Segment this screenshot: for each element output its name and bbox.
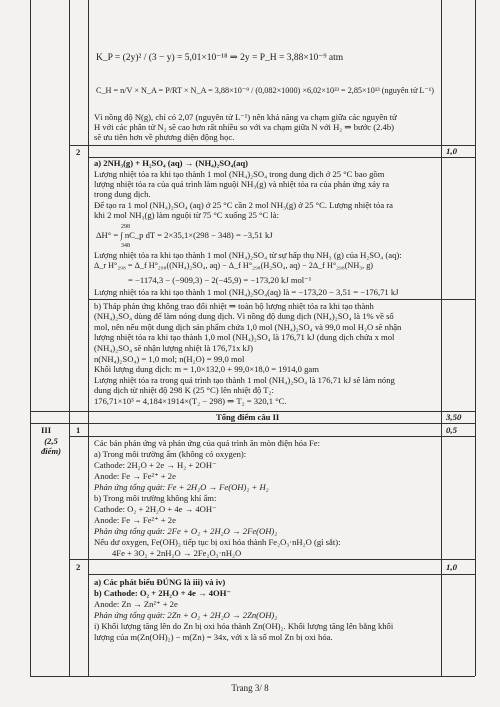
text-line: a) Trong môi trường ẩm (không có oxygen):	[94, 449, 247, 459]
table-border-col2	[69, 0, 70, 676]
page-number: Trang 3/ 8	[231, 683, 269, 693]
text-line: Để tạo ra 1 mol (NH₄)₂SO₄ (aq) ở 25 °C cần 2 mol NH₃(g) ở 25 °C. Lượng nhiệt tỏa ra	[94, 200, 393, 210]
text-line: Cathode: O₂ + 2H₂O + 4e → 4OH⁻	[94, 504, 217, 514]
text-line: lượng nhiệt tỏa ra của quá trình làm nguội NH₃(g) và nhiệt tỏa ra của phản ứng xảy ra	[94, 179, 390, 189]
text-line: (NH₄)₂SO₄ dùng để làm nóng dung dịch. Vì nồng độ dung dịch (NH₄)₂SO₄ là 1% về số	[94, 311, 394, 321]
text-line: Lượng nhiệt tỏa ra khi tạo thành 1 mol (NH₄)₂SO₄ từ sự hấp thụ NH₃ (g) của H₂SO₄ (aq):	[94, 250, 402, 260]
score: 1,0	[446, 562, 457, 572]
text-line: Lượng nhiệt tỏa ra khi tạo thành 1 mol (NH₄)₂SO₄(aq) là = −173,20 − 3,51 = −176,71 kJ	[94, 287, 399, 297]
enthalpy-equation: Δ_r H°₂₉₈ = Δ_f H°₂₉₈((NH₄)₂SO₄, aq) − Δ_f H°₂₉₈(H₂SO₄, aq) − 2Δ_f H°₂₉₈(NH₃, g)	[94, 261, 374, 270]
row-line-total-bottom	[30, 423, 475, 424]
integral-equation: ΔH° = ∫ nC_p dT = 2×35,1×(298 − 348) = −3,51 kJ	[96, 230, 273, 240]
text-line: Nếu dư oxygen, Fe(OH)₂ tiếp tục bị oxi hóa thành Fe₂O₃·nH₂O (gỉ sắt):	[94, 537, 341, 547]
text-line: 4Fe + 3O₂ + 2nH₂O → 2Fe₂O₃·nH₂O	[112, 548, 242, 558]
text-line: dung dịch từ nhiệt độ 298 K (25 °C) lên nhiệt độ T₂:	[94, 385, 274, 395]
text-line: khi 2 mol NH₃(g) làm nguội từ 75 °C xuống 25 °C là:	[94, 210, 279, 220]
text-line: Anode: Zn → Zn²⁺ + 2e	[94, 599, 178, 609]
ch-equation: C_H = n/V × N_A = P/RT × N_A = 3,88×10⁻⁹ / (0,082×1000) ×6,02×10²³ = 2,85×10¹³ (nguyên tử L⁻¹)	[96, 86, 434, 95]
row-line-q3-part2-top	[69, 559, 475, 560]
question-roman-number: III	[41, 425, 52, 435]
text-line: Các bán phản ứng và phản ứng của quá trình ăn mòn điện hóa Fe:	[94, 438, 321, 448]
text-line: n(NH₄)₂SO₄) = 1,0 mol; n(H₂O) = 99,0 mol	[94, 354, 245, 364]
part-number: 2	[76, 562, 81, 572]
text-line: H với các phân tử N₂ sẽ cao hơn rất nhiều so với va chạm giữa N với H₂ ⇒ bước (2.4b)	[94, 122, 394, 132]
text-line: Anode: Fe → Fe²⁺ + 2e	[94, 515, 176, 525]
row-line-q2-top	[69, 145, 475, 146]
reaction-equation: a) 2NH₃(g) + H₂SO₄ (aq) → (NH₄)₂SO₄(aq)	[94, 158, 249, 168]
text-line: lượng của m(Zn(OH)₂) − m(Zn) = 34x, với x là số mol Zn bị oxi hóa.	[94, 632, 333, 642]
row-line-q2b-top	[88, 299, 475, 300]
text-line: Phản ứng tổng quát: Fe + 2H₂O → Fe(OH)₂ + H₂	[94, 482, 269, 492]
row-line-q3-part2-a	[88, 574, 475, 575]
text-line: Khối lượng dung dịch: m = 1,0×132,0 + 99,0×18,0 = 1914,0 gam	[94, 364, 319, 374]
text-line: Vì nồng độ N(g), chỉ có 2,07 (nguyên tử L⁻¹) nên khả năng va chạm giữa các nguyên tử	[94, 112, 397, 122]
part-number: 1	[76, 425, 81, 435]
row-line-q3-part1	[69, 436, 475, 437]
text-line: Lượng nhiệt tỏa ra khi tạo thành 1 mol (NH₄)₂SO₄ trong dung dịch ở 25 °C bao gồm	[94, 169, 385, 179]
total-score: 3,50	[446, 412, 462, 422]
integral-upper-limit: 298	[121, 224, 130, 230]
kp-equation: K_P = (2y)² / (3 − y) = 5,01×10⁻¹⁸ ⇒ 2y = P_H = 3,88×10⁻⁹ atm	[96, 53, 344, 63]
text-line: i) Khối lượng tăng lên do Zn bị oxi hóa thành Zn(OH)₂. Khối lượng tăng lên bằng khối	[94, 621, 394, 631]
table-border-bottom	[30, 676, 475, 677]
table-border-right	[475, 0, 476, 676]
text-line: trong dung dịch.	[94, 189, 151, 199]
text-line: b) Tháp phản ứng không trao đổi nhiệt ⇒ toàn bộ lượng nhiệt tỏa ra khi tạo thành	[94, 301, 374, 311]
score: 0,5	[446, 425, 457, 435]
text-line: Cathode: 2H₂O + 2e → H₂ + 2OH⁻	[94, 460, 217, 470]
text-line: a) Các phát biểu ĐÚNG là iii) và iv)	[94, 577, 226, 587]
question-number: 2	[76, 147, 81, 157]
integral-lower-limit: 348	[121, 243, 130, 249]
text-line: Lượng nhiệt tỏa ra trong quá trình tạo thành 1 mol (NH₄)₂SO₄ là 176,71 kJ sẽ làm nóng	[94, 375, 395, 385]
enthalpy-result: = −1174,3 − (−909,3) − 2(−45,9) = −173,20 kJ mol⁻¹	[128, 275, 312, 285]
text-line: Phản ứng tổng quát: 2Fe + O₂ + 2H₂O → 2Fe(OH)₂	[94, 526, 278, 536]
text-line: b) Trong môi trường không khí ẩm:	[94, 493, 217, 503]
text-line: Anode: Fe → Fe²⁺ + 2e	[94, 471, 176, 481]
text-line: mol, nên nếu một dung dịch sản phẩm chứa 1,0 mol (NH₄)₂SO₄ và 99,0 mol H₂O sẽ nhận	[94, 322, 402, 332]
score: 1,0	[446, 146, 457, 156]
question-points: (2,5 điểm)	[40, 436, 62, 457]
text-line: b) Cathode: O₂ + 2H₂O + 4e → 4OH⁻	[94, 588, 231, 598]
table-border-left	[30, 0, 31, 676]
total-label: Tổng điểm câu II	[216, 412, 280, 422]
text-line: sẽ ưu tiên hơn về phương diện động học.	[94, 132, 235, 142]
text-line: (NH₄)₂SO₄ sẽ nhận lượng nhiệt là 176,71x kJ)	[94, 343, 254, 353]
text-line: lượng nhiệt tỏa ra khi tạo thành 1,0 mol (NH₄)₂SO₄ là 176,71 kJ (dung dịch chứa x mol	[94, 332, 395, 342]
text-line: Phản ứng tổng quát: 2Zn + O₂ + 2H₂O → 2Zn(OH)₂	[94, 610, 278, 620]
text-line: 176,71×10³ = 4,184×1914×(T₂ − 298) ⇒ T₂ = 320,1 °C.	[94, 396, 287, 406]
